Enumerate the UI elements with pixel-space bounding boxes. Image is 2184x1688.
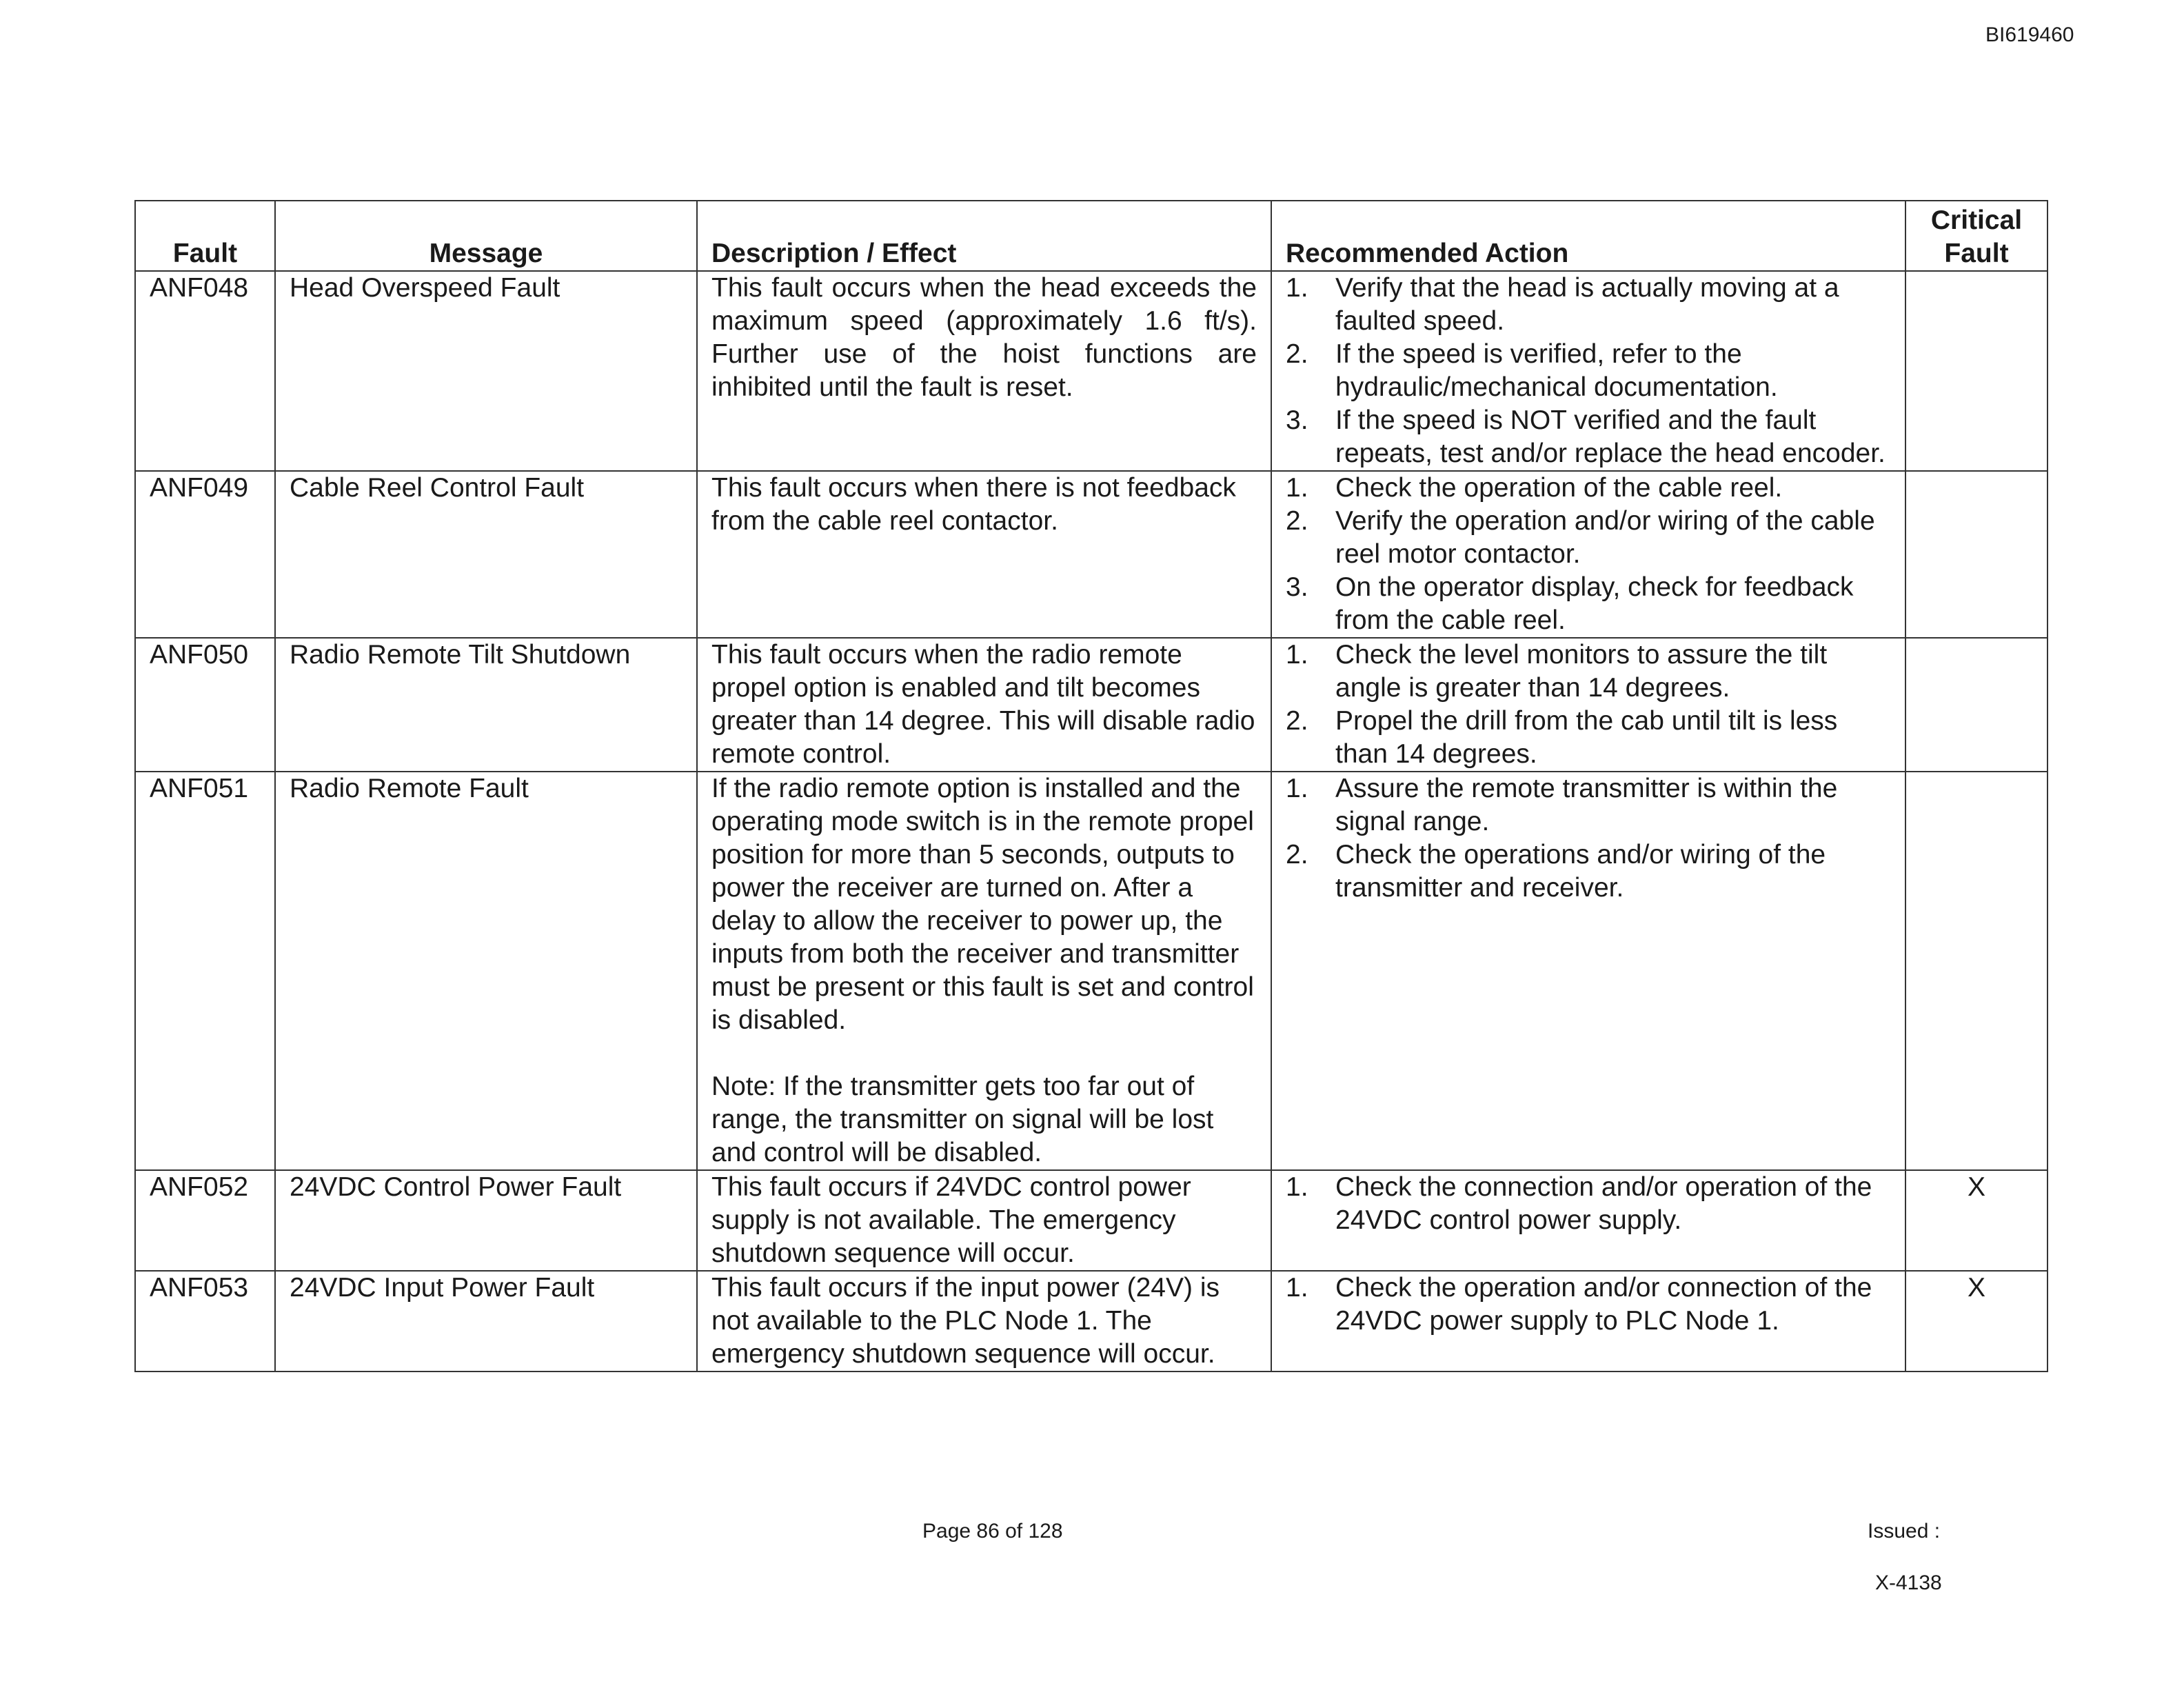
action-list [1286, 772, 1891, 905]
action-item [1286, 772, 1891, 838]
action-text: Check the operations and/or wiring of the transmitter and receiver. [1335, 840, 1826, 903]
action-list [1286, 1171, 1891, 1237]
cell-critical-fault [1905, 638, 2048, 772]
cell-recommended-action [1271, 471, 1905, 638]
fault-table [134, 200, 2048, 1372]
table-row [135, 772, 2048, 1170]
table-body [135, 271, 2048, 1372]
header-critical-line2: Fault [1944, 239, 2009, 268]
cell-recommended-action [1271, 638, 1905, 772]
cell-recommended-action [1271, 772, 1905, 1170]
action-item [1286, 338, 1891, 404]
cell-description [697, 638, 1271, 772]
action-item [1286, 404, 1891, 470]
form-number: X-4138 [1875, 1571, 1942, 1594]
cell-description [697, 471, 1271, 638]
cell-critical-fault: X [1905, 1271, 2048, 1372]
cell-description [697, 1271, 1271, 1372]
action-text: If the speed is NOT verified and the fault repeats, test and/or replace the head encoder. [1335, 405, 1885, 468]
cell-critical-fault: X [1905, 1170, 2048, 1271]
table-row [135, 638, 2048, 772]
description-paragraph: This fault occurs when the head exceeds the maximum speed (approximately 1.6 ft/s). Further use of the hoist functions are inhibited until the fault is reset. [711, 273, 1257, 402]
header-recommended-action: Recommended Action [1271, 201, 1905, 271]
cell-fault-code: ANF052 [135, 1170, 275, 1271]
action-text: Verify the operation and/or wiring of the cable reel motor contactor. [1335, 506, 1875, 569]
header-critical-fault [1905, 201, 2048, 271]
cell-critical-fault [1905, 471, 2048, 638]
cell-description [697, 772, 1271, 1170]
action-text: Assure the remote transmitter is within the signal range. [1335, 774, 1838, 836]
cell-message: Radio Remote Fault [275, 772, 697, 1170]
action-item [1286, 571, 1891, 637]
action-number: 1. [1286, 1273, 1308, 1303]
action-list [1286, 272, 1891, 470]
cell-critical-fault [1905, 772, 2048, 1170]
action-text: Propel the drill from the cab until tilt is less than 14 degrees. [1335, 706, 1838, 769]
action-text: Check the connection and/or operation of the 24VDC control power supply. [1335, 1172, 1872, 1235]
action-text: On the operator display, check for feedback from the cable reel. [1335, 572, 1854, 635]
action-number: 1. [1286, 774, 1308, 803]
action-number: 1. [1286, 640, 1308, 670]
table-row [135, 271, 2048, 471]
action-item [1286, 639, 1891, 705]
cell-message: Cable Reel Control Fault [275, 471, 697, 638]
cell-fault-code: ANF049 [135, 471, 275, 638]
cell-message: 24VDC Input Power Fault [275, 1271, 697, 1372]
table-header-row [135, 201, 2048, 271]
description-paragraph: Note: If the transmitter gets too far out of range, the transmitter on signal will be lost and control will be disabled. [711, 1072, 1214, 1167]
description-paragraph: This fault occurs when the radio remote propel option is enabled and tilt becomes greater than 14 degree. This will disable radio remote control. [711, 640, 1255, 769]
action-number: 2. [1286, 706, 1308, 736]
action-list [1286, 639, 1891, 771]
cell-fault-code: ANF053 [135, 1271, 275, 1372]
action-text: Check the level monitors to assure the tilt angle is greater than 14 degrees. [1335, 640, 1828, 703]
action-number: 3. [1286, 572, 1308, 602]
cell-recommended-action [1271, 1271, 1905, 1372]
action-item [1286, 472, 1891, 505]
issued-label: Issued : [1868, 1520, 1941, 1543]
action-text: If the speed is verified, refer to the hydraulic/mechanical documentation. [1335, 339, 1778, 402]
action-number: 1. [1286, 1172, 1308, 1202]
description-paragraph: This fault occurs when there is not feedback from the cable reel contactor. [711, 473, 1236, 536]
action-number: 2. [1286, 506, 1308, 536]
table-row [135, 471, 2048, 638]
cell-message: 24VDC Control Power Fault [275, 1170, 697, 1271]
action-number: 1. [1286, 473, 1308, 503]
cell-recommended-action [1271, 271, 1905, 471]
action-item [1286, 705, 1891, 771]
action-item [1286, 1171, 1891, 1237]
action-number: 1. [1286, 273, 1308, 303]
header-message: Message [275, 201, 697, 271]
description-paragraph: This fault occurs if the input power (24V) is not available to the PLC Node 1. The emergency shutdown sequence will occur. [711, 1273, 1220, 1369]
action-text: Verify that the head is actually moving at a faulted speed. [1335, 273, 1839, 336]
cell-fault-code: ANF051 [135, 772, 275, 1170]
cell-fault-code: ANF050 [135, 638, 275, 772]
document-id: BI619460 [1985, 23, 2074, 46]
action-item [1286, 1272, 1891, 1338]
action-number: 3. [1286, 405, 1308, 435]
description-paragraph: If the radio remote option is installed and the operating mode switch is in the remote propel position for more than 5 seconds, outputs to power the receiver are turned on. After a delay to allow the receiver to power up, the inputs from both the receiver and transmitter must be present or this fault is set and control is disabled. [711, 774, 1254, 1035]
action-item [1286, 505, 1891, 571]
cell-message: Head Overspeed Fault [275, 271, 697, 471]
header-critical-line1: Critical [1930, 205, 2023, 235]
table-row [135, 1170, 2048, 1271]
table-row [135, 1271, 2048, 1372]
action-item [1286, 838, 1891, 905]
action-number: 2. [1286, 840, 1308, 870]
page-number: Page 86 of 128 [922, 1520, 1063, 1543]
header-description: Description / Effect [697, 201, 1271, 271]
cell-description [697, 1170, 1271, 1271]
action-text: Check the operation and/or connection of the 24VDC power supply to PLC Node 1. [1335, 1273, 1872, 1336]
header-fault: Fault [135, 201, 275, 271]
description-paragraph: This fault occurs if 24VDC control power supply is not available. The emergency shutdown sequence will occur. [711, 1172, 1191, 1268]
action-list [1286, 1272, 1891, 1338]
cell-message: Radio Remote Tilt Shutdown [275, 638, 697, 772]
action-number: 2. [1286, 339, 1308, 369]
cell-critical-fault [1905, 271, 2048, 471]
cell-fault-code: ANF048 [135, 271, 275, 471]
action-text: Check the operation of the cable reel. [1335, 473, 1783, 503]
cell-recommended-action [1271, 1170, 1905, 1271]
cell-description [697, 271, 1271, 471]
action-item [1286, 272, 1891, 338]
action-list [1286, 472, 1891, 637]
